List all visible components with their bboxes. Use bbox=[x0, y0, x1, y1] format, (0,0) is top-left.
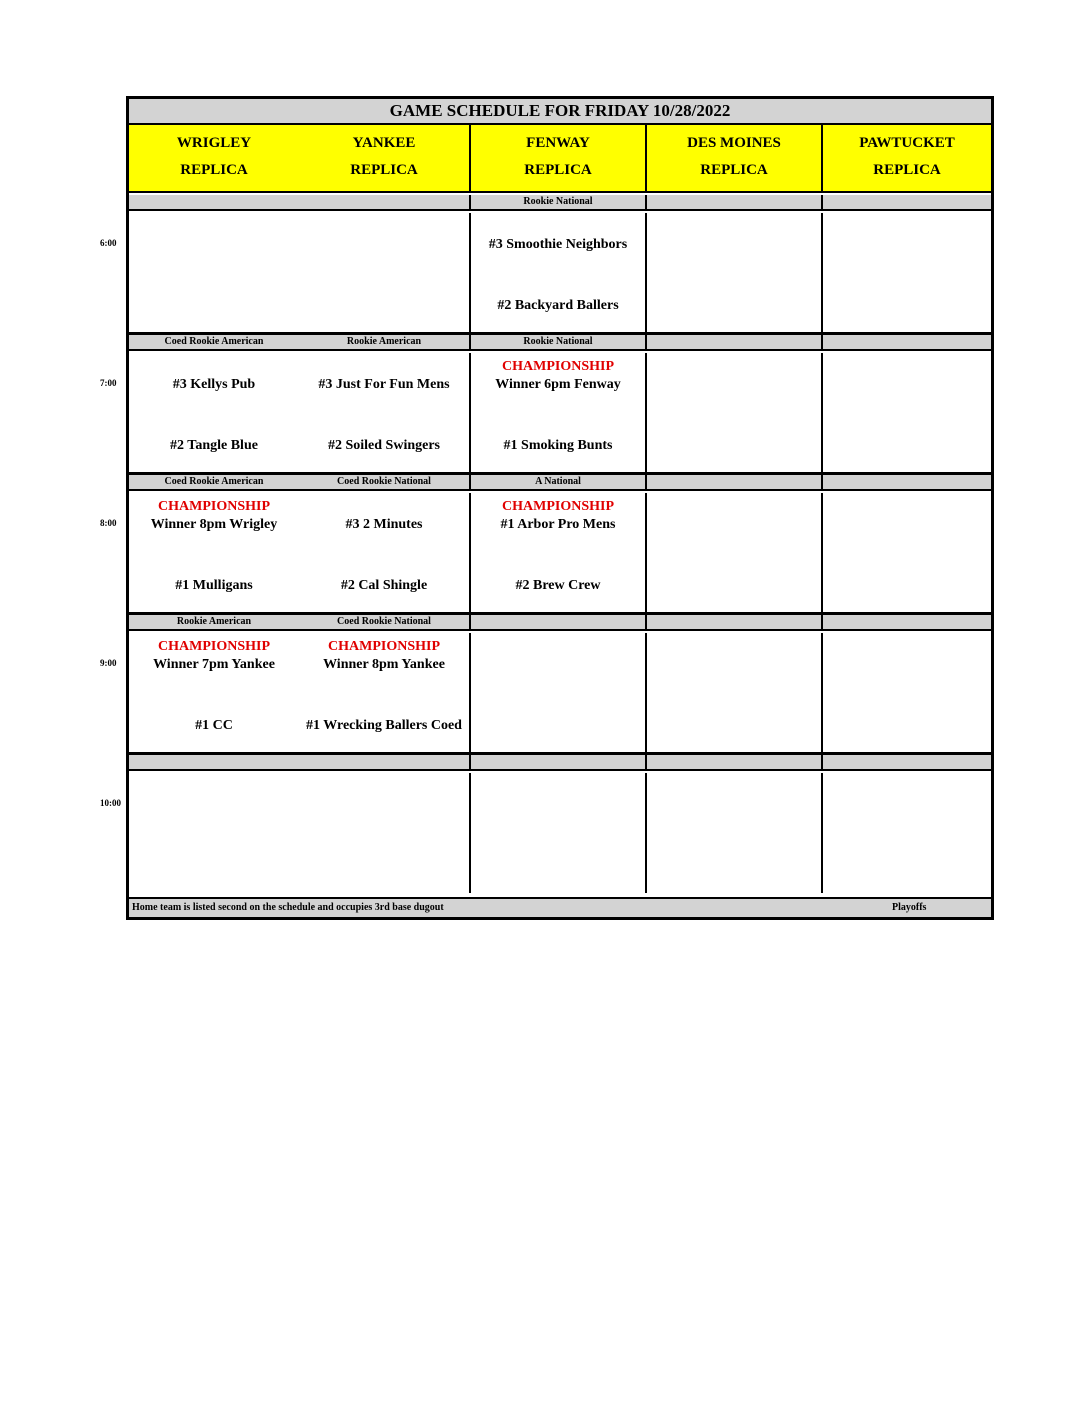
field-name: YANKEE bbox=[352, 135, 416, 151]
time-label: 8:00 bbox=[100, 518, 117, 528]
game-cell bbox=[299, 773, 471, 893]
away-team: #1 Arbor Pro Mens bbox=[500, 517, 616, 532]
field-name: FENWAY bbox=[526, 135, 590, 151]
game-cell bbox=[471, 633, 647, 755]
division-label bbox=[299, 195, 471, 211]
game-cell bbox=[823, 493, 991, 615]
field-subtitle: REPLICA bbox=[524, 162, 592, 178]
schedule-title: GAME SCHEDULE FOR FRIDAY 10/28/2022 bbox=[129, 99, 991, 125]
game-cell bbox=[129, 213, 301, 335]
division-label: A National bbox=[471, 475, 647, 491]
game-cell bbox=[471, 773, 647, 893]
game-cell bbox=[823, 633, 991, 755]
game-cell bbox=[129, 353, 301, 475]
division-label: Coed Rookie American bbox=[129, 335, 301, 351]
game-cell bbox=[823, 213, 991, 335]
home-team: #2 Cal Shingle bbox=[340, 578, 428, 593]
game-cell bbox=[471, 493, 647, 615]
field-header-wrigley bbox=[129, 125, 301, 193]
division-label bbox=[647, 755, 823, 771]
game-cell bbox=[647, 213, 823, 335]
game-cell bbox=[299, 633, 471, 755]
game-cell bbox=[647, 353, 823, 475]
field-subtitle: REPLICA bbox=[180, 162, 248, 178]
division-label: Rookie American bbox=[299, 335, 471, 351]
division-label bbox=[823, 475, 991, 491]
division-label bbox=[647, 335, 823, 351]
field-name: WRIGLEY bbox=[176, 135, 252, 151]
game-cell bbox=[823, 773, 991, 893]
championship-label: CHAMPIONSHIP bbox=[502, 359, 614, 374]
away-team: #3 Just For Fun Mens bbox=[318, 377, 450, 392]
field-header-des-moines bbox=[647, 125, 823, 193]
field-name: DES MOINES bbox=[687, 135, 781, 151]
home-team: #2 Brew Crew bbox=[515, 578, 601, 593]
home-team: #1 Mulligans bbox=[175, 578, 253, 593]
championship-label: CHAMPIONSHIP bbox=[502, 499, 614, 514]
game-cell bbox=[129, 773, 301, 893]
game-cell bbox=[299, 213, 471, 335]
championship-label: CHAMPIONSHIP bbox=[158, 499, 270, 514]
division-label bbox=[823, 195, 991, 211]
division-label: Coed Rookie National bbox=[299, 475, 471, 491]
game-cell bbox=[647, 633, 823, 755]
away-team: Winner 8pm Wrigley bbox=[150, 517, 278, 532]
division-label bbox=[647, 615, 823, 631]
away-team: Winner 8pm Yankee bbox=[323, 657, 445, 672]
division-label bbox=[823, 335, 991, 351]
championship-label: CHAMPIONSHIP bbox=[328, 639, 440, 654]
division-label bbox=[471, 755, 647, 771]
away-team: #3 Smoothie Neighbors bbox=[488, 237, 628, 252]
division-label: Coed Rookie American bbox=[129, 475, 301, 491]
home-team: #1 Smoking Bunts bbox=[503, 438, 613, 453]
field-subtitle: REPLICA bbox=[700, 162, 768, 178]
division-label: Coed Rookie National bbox=[299, 615, 471, 631]
division-label bbox=[129, 195, 301, 211]
field-header-pawtucket bbox=[823, 125, 991, 193]
home-team: #2 Tangle Blue bbox=[170, 438, 258, 453]
division-label bbox=[823, 755, 991, 771]
division-label: Rookie National bbox=[471, 335, 647, 351]
field-header-fenway bbox=[471, 125, 647, 193]
footer-tag: Playoffs bbox=[892, 902, 927, 913]
division-label bbox=[823, 615, 991, 631]
away-team: #3 2 Minutes bbox=[345, 517, 423, 532]
game-cell bbox=[471, 353, 647, 475]
division-label bbox=[647, 475, 823, 491]
home-team: #1 CC bbox=[195, 718, 233, 733]
game-cell bbox=[299, 493, 471, 615]
division-label bbox=[647, 195, 823, 211]
footer-note: Home team is listed second on the schedule and occupies 3rd base dugout bbox=[132, 902, 444, 913]
time-label: 7:00 bbox=[100, 378, 117, 388]
division-label bbox=[471, 615, 647, 631]
home-team: #2 Backyard Ballers bbox=[497, 298, 619, 313]
field-subtitle: REPLICA bbox=[873, 162, 941, 178]
away-team: Winner 6pm Fenway bbox=[495, 377, 621, 392]
schedule-table bbox=[126, 96, 994, 920]
division-label: Rookie American bbox=[129, 615, 301, 631]
away-team: #3 Kellys Pub bbox=[172, 377, 256, 392]
game-cell bbox=[647, 773, 823, 893]
game-cell bbox=[471, 213, 647, 335]
division-label bbox=[129, 755, 301, 771]
field-name: PAWTUCKET bbox=[859, 135, 955, 151]
game-cell bbox=[647, 493, 823, 615]
game-cell bbox=[299, 353, 471, 475]
away-team: Winner 7pm Yankee bbox=[153, 657, 275, 672]
home-team: #2 Soiled Swingers bbox=[327, 438, 440, 453]
time-label: 6:00 bbox=[100, 238, 117, 248]
championship-label: CHAMPIONSHIP bbox=[158, 639, 270, 654]
game-cell bbox=[129, 633, 301, 755]
field-header-yankee bbox=[299, 125, 471, 193]
game-cell bbox=[129, 493, 301, 615]
schedule-footer bbox=[129, 897, 991, 917]
time-label: 9:00 bbox=[100, 658, 117, 668]
time-label: 10:00 bbox=[100, 798, 121, 808]
division-label bbox=[299, 755, 471, 771]
division-label: Rookie National bbox=[471, 195, 647, 211]
game-cell bbox=[823, 353, 991, 475]
field-subtitle: REPLICA bbox=[350, 162, 418, 178]
home-team: #1 Wrecking Ballers Coed bbox=[306, 718, 462, 733]
